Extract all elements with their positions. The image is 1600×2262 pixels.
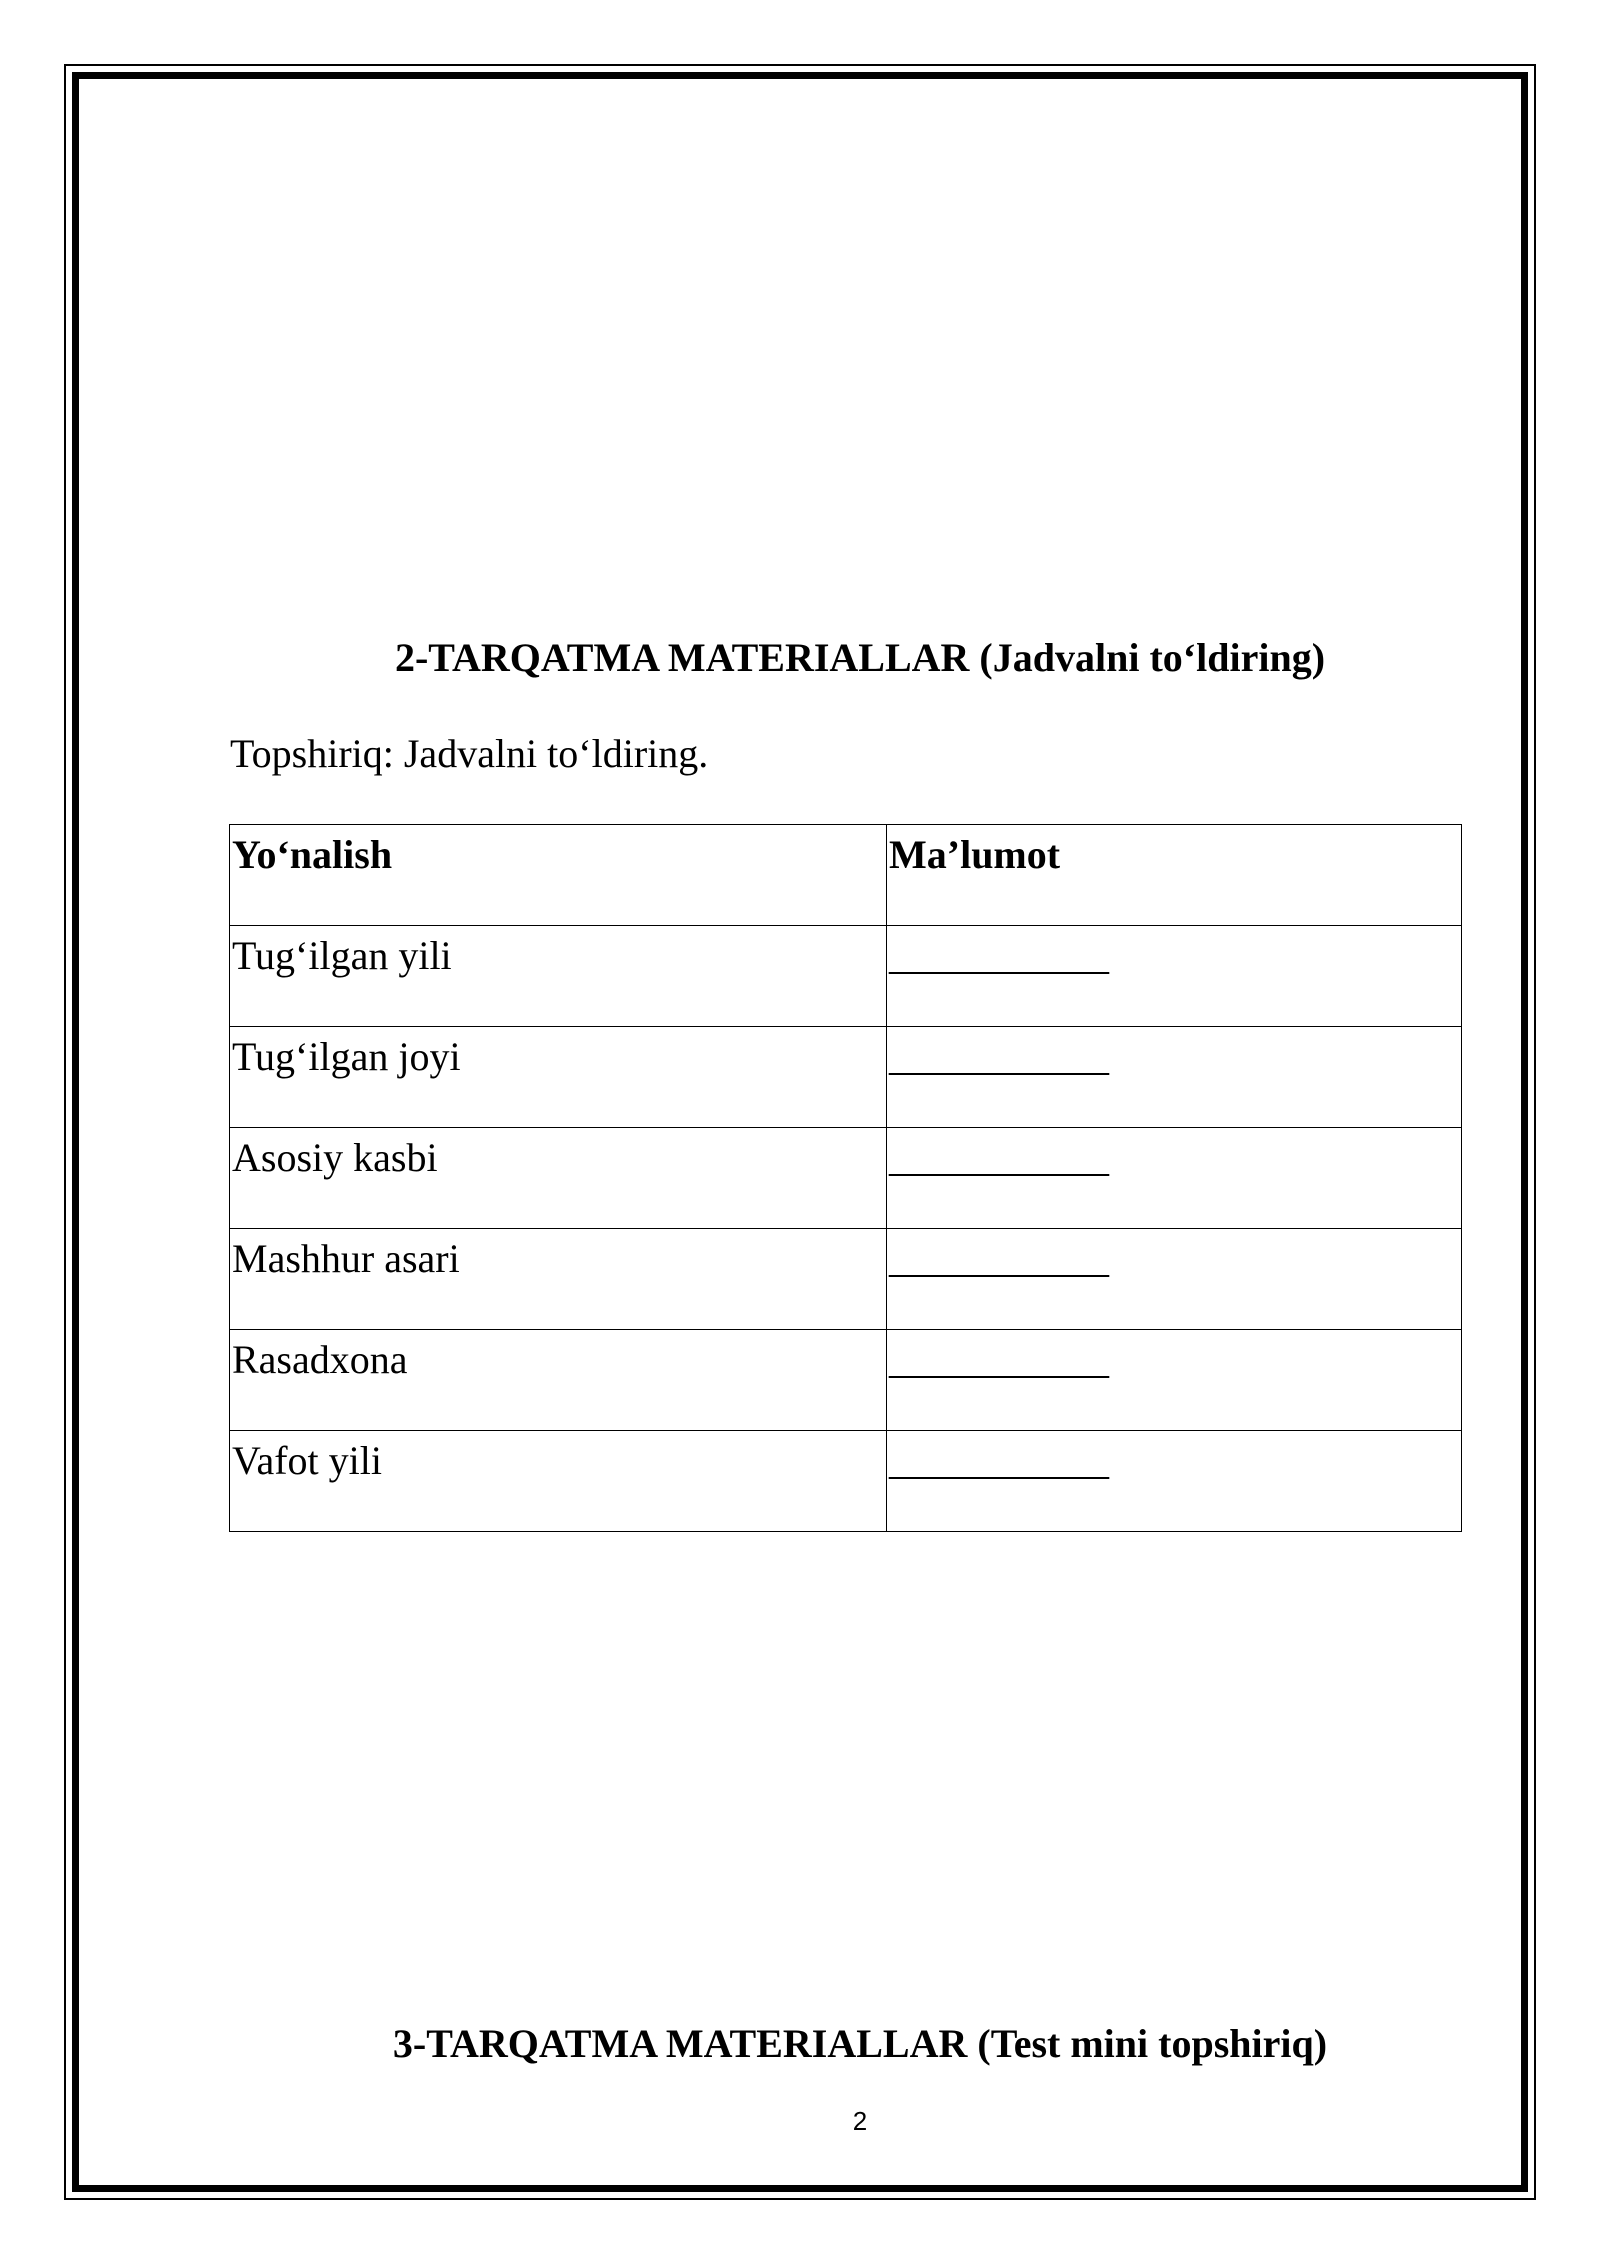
info-table	[229, 824, 1462, 1532]
row-label: Rasadxona	[230, 1330, 887, 1431]
table-row	[230, 1330, 1462, 1431]
table-row	[230, 1431, 1462, 1532]
answer-blank: ___________	[887, 1229, 1462, 1330]
row-label: Asosiy kasbi	[230, 1128, 887, 1229]
answer-blank: ___________	[887, 1330, 1462, 1431]
task-instruction: Topshiriq: Jadvalni to‘ldiring.	[230, 731, 709, 776]
section-2-heading: 2-TARQATMA MATERIALLAR (Jadvalni to‘ldiring)	[394, 635, 1326, 680]
table-row	[230, 926, 1462, 1027]
answer-blank: ___________	[887, 926, 1462, 1027]
row-label: Vafot yili	[230, 1431, 887, 1532]
table-header-row	[230, 825, 1462, 926]
column-header-direction: Yo‘nalish	[230, 825, 887, 926]
table-row	[230, 1128, 1462, 1229]
section-3-heading: 3-TARQATMA MATERIALLAR (Test mini topshiriq)	[392, 2021, 1328, 2066]
page-number: 2	[852, 2106, 868, 2136]
row-label: Mashhur asari	[230, 1229, 887, 1330]
column-header-info: Ma’lumot	[887, 825, 1462, 926]
table-row	[230, 1027, 1462, 1128]
row-label: Tug‘ilgan yili	[230, 926, 887, 1027]
table-row	[230, 1229, 1462, 1330]
row-label: Tug‘ilgan joyi	[230, 1027, 887, 1128]
answer-blank: ___________	[887, 1027, 1462, 1128]
answer-blank: ___________	[887, 1431, 1462, 1532]
answer-blank: ___________	[887, 1128, 1462, 1229]
